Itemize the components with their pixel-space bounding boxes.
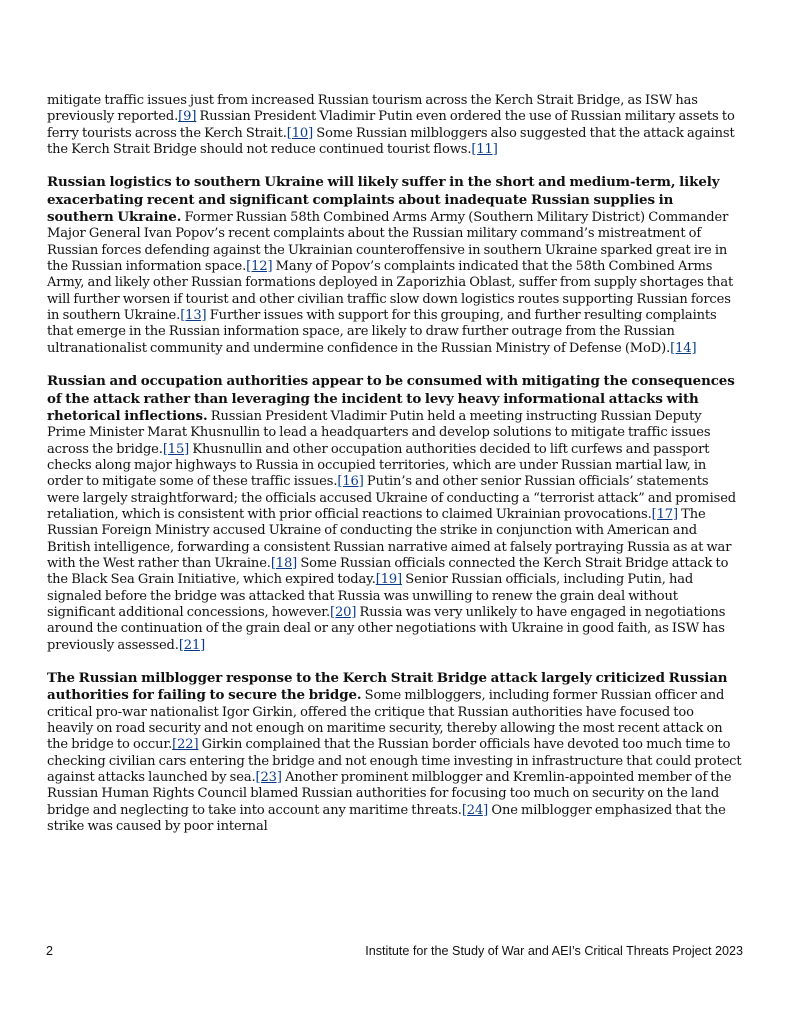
- body-text: Some Russian milbloggers also suggested that the attack against the Kerch Strait Bridge should not reduce continued tourist flows.: [47, 125, 735, 158]
- footnote-link[interactable]: [20]: [330, 604, 357, 620]
- body-text: Former Russian 58th Combined Arms Army (Southern Military District) Commander Major General Ivan Popov’s recent complaints about the Russian military command’s mistreatment of Russian forces defending against the Ukrainian counteroffensive in southern Ukraine sparked great ire in the Russian information space.: [47, 210, 729, 275]
- footnote-link[interactable]: [13]: [180, 308, 207, 324]
- paragraph: [47, 373, 743, 654]
- body-text: Some milbloggers, including former Russian officer and critical pro-war nationalist Igor Girkin, offered the critique that Russian authorities have focused too heavily on road security and not enough on maritime security, thereby allowing the most recent attack on the bridge to occur.: [47, 688, 725, 753]
- page-number: 2: [46, 944, 54, 958]
- footer-text: Institute for the Study of War and AEI’s Critical Threats Project 2023: [365, 944, 743, 958]
- footnote-link[interactable]: [9]: [178, 109, 197, 125]
- footnote-link[interactable]: [17]: [651, 506, 678, 522]
- footnote-link[interactable]: [21]: [178, 637, 206, 653]
- footnote-link[interactable]: [12]: [246, 259, 273, 275]
- body-text: Girkin complained that the Russian border officials have devoted too much time to checking civilian cars entering the bridge and not enough time investing in infrastructure that could protect against attacks launched by sea.: [47, 737, 742, 786]
- body-text: Senior Russian officials, including Putin, had signaled before the bridge was attacked that Russia was unwilling to renew the grain deal without significant additional concessions, however.: [47, 572, 694, 620]
- body-text: Russian President Vladimir Putin even ordered the use of Russian military assets to ferry tourists across the Kerch Strait.: [47, 109, 735, 141]
- footnote-link[interactable]: [19]: [375, 572, 403, 588]
- body-text: Further issues with support for this grouping, and further resulting complaints that emerge in the Russian information space, are likely to draw further outrage from the Russian ultranationalist community and undermine confidence in the Russian Ministry of Defense (MoD).: [47, 308, 717, 356]
- body-text: Khusnullin and other occupation authorities decided to lift curfews and passport checks along major highways to Russia in occupied territories, which are under Russian martial law, in order to mitigate some of these traffic issues.: [47, 441, 710, 490]
- page-footer: [46, 944, 743, 962]
- body-text: Russian President Vladimir Putin held a meeting instructing Russian Deputy Prime Minister Marat Khusnullin to lead a headquarters and develop solutions to mitigate traffic issues across the bridge.: [47, 408, 711, 457]
- footnote-link[interactable]: [11]: [471, 142, 498, 158]
- body-text: Putin’s and other senior Russian officials’ statements were largely straightforward; the officials accused Ukraine of conducting a “terrorist attack” and promised retaliation, which is consistent with prior official reactions to claimed Ukrainian provocations.: [47, 474, 737, 522]
- footnote-link[interactable]: [14]: [670, 340, 697, 356]
- paragraph: [47, 174, 743, 357]
- paragraph-lead: The Russian milblogger response to the Kerch Strait Bridge attack largely criticized Russian authorities for failing to secure the bridge.: [47, 670, 728, 704]
- document-body: [47, 93, 743, 835]
- body-text: mitigate traffic issues just from increased Russian tourism across the Kerch Strait Bridge, as ISW has previously reported.: [47, 93, 698, 125]
- body-text: The Russian Foreign Ministry accused Ukraine of conducting the strike in conjunction with American and British intelligence, forwarding a consistent Russian narrative aimed at falsely portraying Russia as at war with the West rather than Ukraine.: [47, 506, 732, 571]
- body-text: Another prominent milblogger and Kremlin-appointed member of the Russian Human Rights Council blamed Russian authorities for focusing too much on security on the land bridge and neglecting to take into account any maritime threats.: [47, 770, 732, 818]
- body-text: One milblogger emphasized that the strike was caused by poor internal: [47, 802, 726, 835]
- footnote-link[interactable]: [10]: [286, 125, 314, 141]
- footnote-link[interactable]: [15]: [162, 441, 190, 457]
- paragraph-lead: Russian logistics to southern Ukraine will likely suffer in the short and medium-term, likely exacerbating recent and significant complaints about inadequate Russian supplies in southern Ukraine.: [47, 174, 720, 226]
- body-text: Russia was very unlikely to have engaged in negotiations around the continuation of the grain deal or any other negotiations with Ukraine in good faith, as ISW has previously assessed.: [47, 604, 726, 653]
- paragraph: [47, 93, 743, 158]
- footnote-link[interactable]: [23]: [255, 770, 282, 786]
- paragraph-lead: Russian and occupation authorities appear to be consumed with mitigating the consequences of the attack rather than leveraging the incident to levy heavy informational attacks with rhetorical inflections.: [47, 373, 735, 424]
- footnote-link[interactable]: [24]: [461, 802, 489, 818]
- paragraph: [47, 670, 743, 835]
- footnote-link[interactable]: [16]: [337, 474, 364, 490]
- footnote-link[interactable]: [18]: [270, 555, 298, 571]
- footnote-link[interactable]: [22]: [172, 737, 199, 753]
- body-text: Many of Popov’s complaints indicated that the 58th Combined Arms Army, and likely other Russian formations deployed in Zaporizhia Oblast, suffer from supply shortages that will further worsen if tourist and other civilian traffic slow down logistics routes supporting Russian forces in southern Ukraine.: [47, 259, 734, 324]
- body-text: Some Russian officials connected the Kerch Strait Bridge attack to the Black Sea Grain Initiative, which expired today.: [47, 555, 729, 588]
